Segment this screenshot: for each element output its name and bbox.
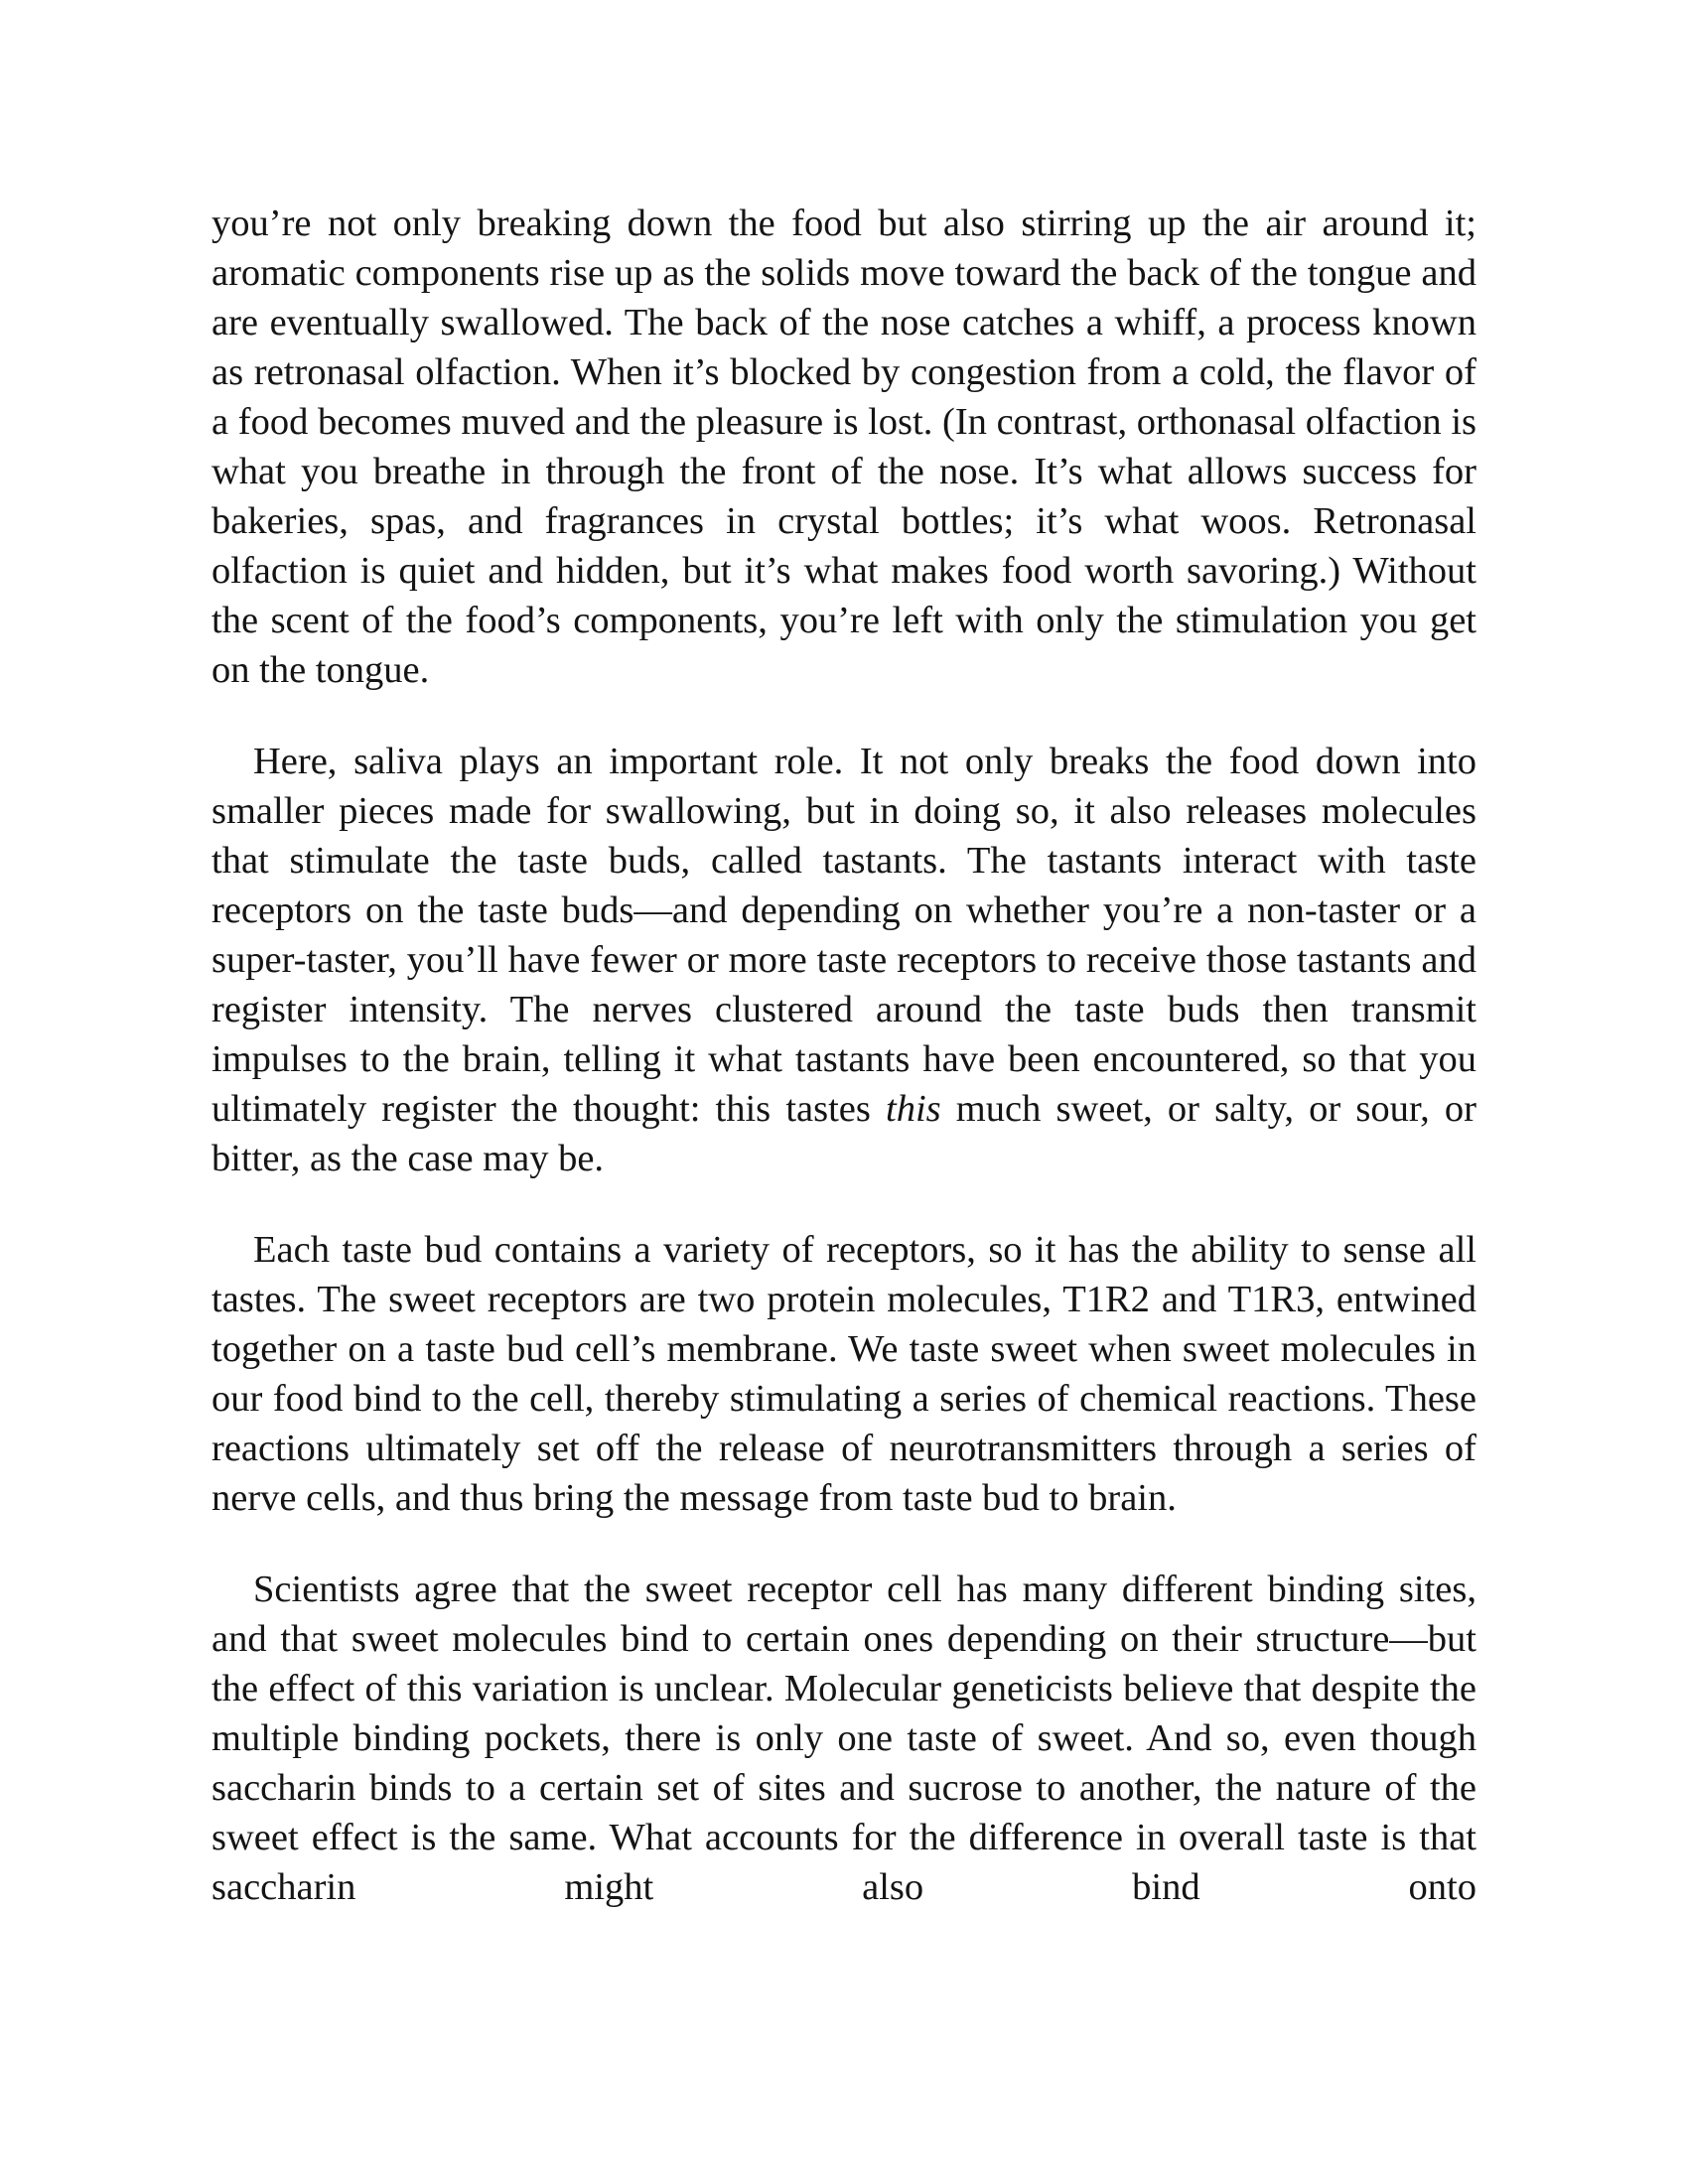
body-paragraph [211,199,1477,695]
paragraph-text: you’re not only breaking down the food but also stirring up the air around it; aromatic components rise up as the solids move toward the back of the tongue and are eventually swallowed. The back of the nose catches a whiff, a process known as retronasal olfaction. When it’s blocked by congestion from a cold, the flavor of a food becomes muved and the pleasure is lost. (In contrast, orthonasal olfaction is what you breathe in through the front of the nose. It’s what allows success for bakeries, spas, and fragrances in crystal bottles; it’s what woos. Retronasal olfaction is quiet and hidden, but it’s what makes food worth savoring.) Without the scent of the food’s components, you’re left with only the stimulation you get on the tongue. [211,203,1477,691]
body-paragraph [211,1565,1477,1912]
book-page [211,199,1477,1954]
paragraph-text: Here, saliva plays an important role. It not only breaks the food down into smaller pieces made for swallowing, but in doing so, it also releases molecules that stimulate the taste buds, called tastants. The tastants interact with taste receptors on the taste buds—and depending on whether you’re a non-taster or a super-taster, you’ll have fewer or more taste receptors to receive those tastants and register intensity. The nerves clustered around the taste buds then transmit impulses to the brain, telling it what tastants have been encountered, so that you ultimately register the thought: this tastes [211,741,1477,1130]
paragraph-text: much sweet, or salty, or sour, or bitter, as the case may be. [211,1088,1477,1179]
paragraph-text: Scientists agree that the sweet receptor cell has many different binding sites, and that sweet molecules bind to certain ones depending on their structure—but the effect of this variation is unclear. Molecular geneticists believe that despite the multiple binding pockets, there is only one taste of sweet. And so, even though saccharin binds to a certain set of sites and sucrose to another, the nature of the sweet effect is the same. What accounts for the difference in overall taste is that saccharin might also bind onto [211,1569,1477,1908]
paragraph-text: Each taste bud contains a variety of receptors, so it has the ability to sense all tastes. The sweet receptors are two protein molecules, T1R2 and T1R3, entwined together on a taste bud cell’s membrane. We taste sweet when sweet molecules in our food bind to the cell, thereby stimulating a series of chemical reactions. These reactions ultimately set off the release of neurotransmitters through a series of nerve cells, and thus bring the message from taste bud to brain. [211,1229,1477,1519]
body-paragraph [211,1225,1477,1523]
body-paragraph [211,737,1477,1183]
italic-emphasis: this [886,1088,941,1130]
